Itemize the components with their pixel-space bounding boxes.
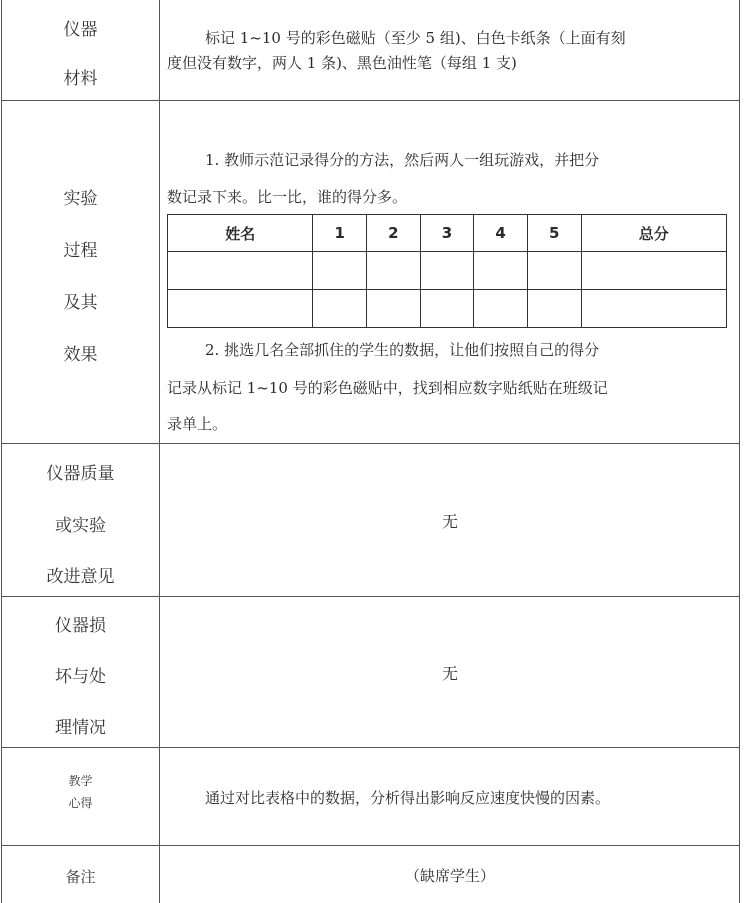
damage-value: 无 (441, 664, 458, 683)
table-cell (581, 252, 726, 290)
damage-label-line: 仪器损 (55, 616, 106, 636)
damage-label-line: 坏与处 (55, 667, 106, 687)
header-round-3: 3 (420, 215, 474, 252)
quality-value: 无 (441, 512, 458, 531)
reflection-label-line: 教学 (68, 774, 93, 788)
step1-text: 1. 教师示范记录得分的方法，然后两人一组玩游戏，并把分 (205, 151, 600, 169)
step2-text: 记录从标记 1~10 号的彩色磁贴中，找到相应数字贴纸贴在班级记 (167, 379, 608, 397)
remarks-label: 备注 (65, 868, 96, 886)
header-total: 总分 (581, 215, 726, 252)
quality-label-line: 或实验 (55, 516, 106, 536)
step2-text: 2. 挑选几名全部抓住的学生的数据，让他们按照自己的得分 (205, 341, 600, 359)
header-round-1: 1 (313, 215, 367, 252)
score-table-header (168, 215, 727, 252)
row-divider (1, 845, 740, 846)
table-cell (420, 252, 474, 290)
equipment-text: 标记 1~10 号的彩色磁贴（至少 5 组)、白色卡纸条（上面有刻 (205, 29, 626, 47)
header-round-5: 5 (527, 215, 581, 252)
remarks-value: （缺席学生） (404, 867, 495, 885)
row-divider (1, 747, 740, 748)
table-cell (420, 290, 474, 328)
step1-text: 数记录下来。比一比，谁的得分多。 (167, 188, 408, 206)
table-cell (168, 290, 313, 328)
table-cell (313, 252, 367, 290)
table-row (168, 252, 727, 290)
table-cell (367, 252, 421, 290)
table-cell (313, 290, 367, 328)
quality-label-line: 改进意见 (46, 567, 115, 587)
reflection-value: 通过对比表格中的数据，分析得出影响反应速度快慢的因素。 (205, 789, 611, 807)
equipment-text: 度但没有数字，两人 1 条)、黑色油性笔（每组 1 支) (167, 54, 517, 72)
damage-label-line: 理情况 (55, 718, 106, 738)
process-label-line: 效果 (63, 345, 98, 365)
table-cell (168, 252, 313, 290)
row-divider (1, 596, 740, 597)
equipment-label-line: 仪器 (63, 20, 98, 40)
column-divider (159, 0, 160, 903)
process-label-line: 及其 (63, 293, 98, 313)
score-table (167, 214, 727, 328)
reflection-label-line: 心得 (68, 796, 93, 810)
table-cell (527, 290, 581, 328)
process-label-line: 实验 (63, 189, 98, 209)
header-name: 姓名 (168, 215, 313, 252)
row-divider (1, 443, 740, 444)
table-cell (581, 290, 726, 328)
header-round-4: 4 (474, 215, 528, 252)
table-cell (527, 252, 581, 290)
left-border (1, 0, 2, 903)
table-row (168, 290, 727, 328)
process-label-line: 过程 (63, 241, 98, 261)
equipment-label-line: 材料 (63, 69, 98, 89)
right-border (739, 0, 740, 903)
row-divider (1, 100, 740, 101)
step2-text: 录单上。 (167, 415, 228, 433)
table-cell (474, 290, 528, 328)
quality-label-line: 仪器质量 (46, 464, 115, 484)
header-round-2: 2 (367, 215, 421, 252)
table-cell (474, 252, 528, 290)
table-cell (367, 290, 421, 328)
